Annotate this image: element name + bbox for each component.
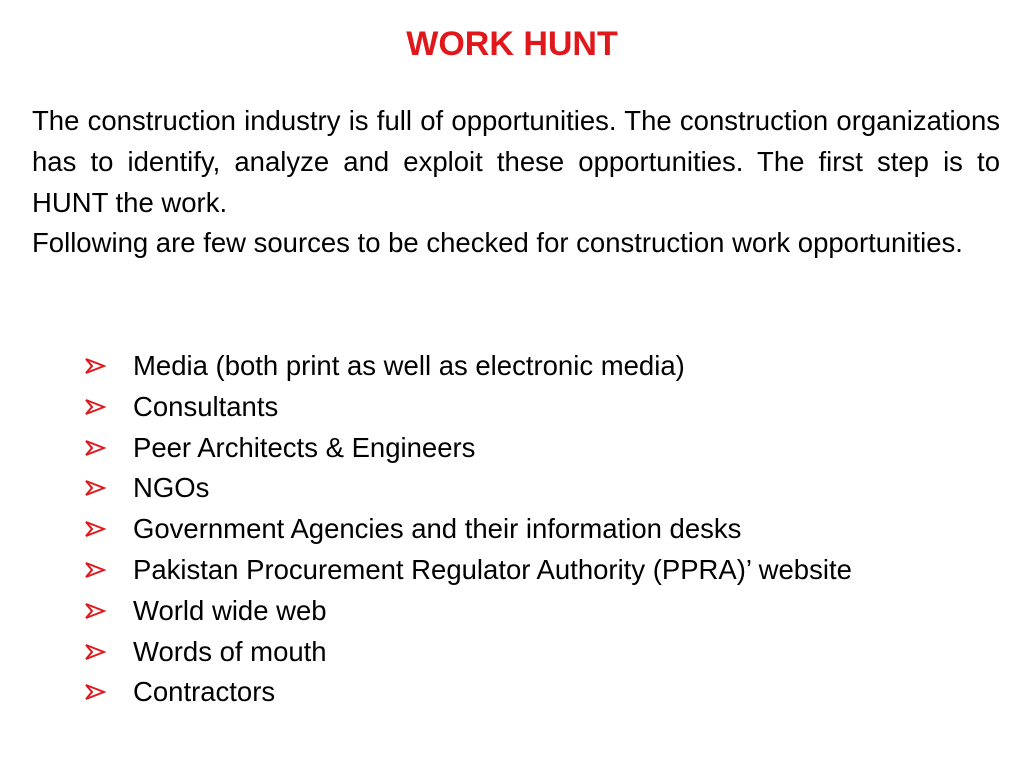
list-item — [84, 468, 1000, 509]
arrow-checkmark-icon — [84, 355, 106, 377]
intro-paragraph-2: Following are few sources to be checked for construction work opportunities. — [32, 227, 963, 259]
arrow-checkmark-icon — [84, 641, 106, 663]
intro-paragraph-1: The construction industry is full of opportunities. The construction organizations has to identify, analyze and exploit these opportunities. The first step is to HUNT the work. — [32, 105, 1000, 218]
list-item — [84, 591, 1000, 632]
list-item-label: Consultants — [133, 390, 279, 422]
arrow-checkmark-icon — [84, 396, 106, 418]
list-item-label: Words of mouth — [133, 635, 327, 667]
arrow-checkmark-icon — [84, 681, 106, 703]
slide-title: WORK HUNT — [406, 25, 618, 63]
list-item — [84, 387, 1000, 428]
list-item — [84, 672, 1000, 713]
list-item — [84, 632, 1000, 673]
arrow-checkmark-icon — [84, 437, 106, 459]
list-item — [84, 550, 1000, 591]
list-item-label: World wide web — [133, 594, 327, 626]
source-list — [84, 346, 1000, 713]
list-item-label: Pakistan Procurement Regulator Authority (PPRA)’ website — [133, 553, 852, 585]
list-item-label: Media (both print as well as electronic media) — [133, 350, 685, 381]
list-item-label: Government Agencies and their information desks — [133, 513, 742, 545]
list-item — [84, 346, 1000, 387]
arrow-checkmark-icon — [84, 477, 106, 499]
list-item-label: Peer Architects & Engineers — [133, 431, 476, 463]
intro-text — [32, 101, 1000, 264]
list-item-label: NGOs — [133, 472, 210, 504]
arrow-checkmark-icon — [84, 559, 106, 581]
list-item-label: Contractors — [133, 676, 276, 708]
list-item — [84, 509, 1000, 550]
list-item — [84, 428, 1000, 469]
arrow-checkmark-icon — [84, 518, 106, 540]
arrow-checkmark-icon — [84, 600, 106, 622]
